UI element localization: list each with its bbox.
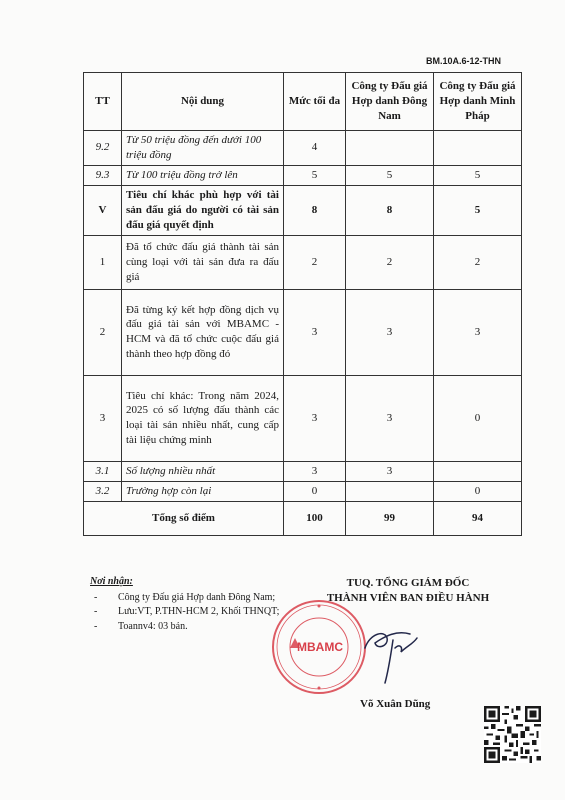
row-max: 0: [284, 481, 346, 501]
table-row: [84, 375, 522, 461]
row-tt: 9.3: [84, 165, 122, 185]
signer-name: Võ Xuân Dũng: [360, 698, 431, 710]
row-content: Tiêu chí khác: Trong năm 2024, 2025 có số lượng đấu thành các loại tài sản nhiều nhất, cung cấp tài liệu chứng minh: [122, 375, 284, 461]
recipient-item: - Toannv4: 03 bản.: [90, 620, 290, 635]
row-content: Số lượng nhiều nhất: [122, 461, 284, 481]
row-dong-nam: 3: [346, 461, 434, 481]
row-minh-phap: 5: [434, 165, 522, 185]
row-content: Đã tổ chức đấu giá thành tài sản cùng loại với tài sản đưa ra đấu giá: [122, 235, 284, 289]
row-max: 8: [284, 185, 346, 235]
total-minh-phap: 94: [434, 501, 522, 535]
total-label: Tổng số điểm: [84, 501, 284, 535]
table-row: [84, 185, 522, 235]
row-dong-nam: 2: [346, 235, 434, 289]
table-header-row: [84, 73, 522, 131]
table-row: [84, 461, 522, 481]
handwritten-signature: [355, 608, 425, 688]
table-total-row: [84, 501, 522, 535]
row-content: Từ 100 triệu đồng trở lên: [122, 165, 284, 185]
row-content: Đã từng ký kết hợp đồng dịch vụ đấu giá tài sản với MBAMC - HCM và đã tổ chức cuộc đấu giá thành theo hợp đồng đó: [122, 289, 284, 375]
table-row: [84, 131, 522, 166]
header-noi-dung: Nội dung: [122, 73, 284, 131]
row-max: 3: [284, 461, 346, 481]
row-dong-nam: [346, 481, 434, 501]
row-tt: 3.1: [84, 461, 122, 481]
recipients-block: [90, 575, 290, 634]
recipient-item: - Công ty Đấu giá Hợp danh Đông Nam;: [90, 591, 290, 606]
row-max: 4: [284, 131, 346, 166]
row-dong-nam: 8: [346, 185, 434, 235]
total-dong-nam: 99: [346, 501, 434, 535]
row-minh-phap: 0: [434, 375, 522, 461]
row-minh-phap: 2: [434, 235, 522, 289]
table-row: [84, 165, 522, 185]
row-tt: 2: [84, 289, 122, 375]
row-content: Trường hợp còn lại: [122, 481, 284, 501]
row-dong-nam: [346, 131, 434, 166]
row-dong-nam: 3: [346, 289, 434, 375]
recipients-title: Nơi nhận:: [90, 576, 133, 587]
header-dong-nam: Công ty Đấu giá Hợp danh Đông Nam: [346, 73, 434, 131]
header-muc-toi-da: Mức tối đa: [284, 73, 346, 131]
header-minh-phap: Công ty Đấu giá Hợp danh Minh Pháp: [434, 73, 522, 131]
row-max: 3: [284, 289, 346, 375]
table-row: [84, 289, 522, 375]
row-max: 2: [284, 235, 346, 289]
qr-code-icon: [484, 706, 541, 763]
row-content: Từ 50 triệu đồng đến dưới 100 triệu đồng: [122, 131, 284, 166]
authority-line-1: TUQ. TỔNG GIÁM ĐỐC: [346, 577, 470, 589]
recipients-list: [90, 591, 290, 635]
row-tt: 3: [84, 375, 122, 461]
row-minh-phap: 5: [434, 185, 522, 235]
total-max: 100: [284, 501, 346, 535]
row-max: 3: [284, 375, 346, 461]
row-minh-phap: 0: [434, 481, 522, 501]
stamp-logo-text: MBAMC: [297, 640, 343, 654]
score-table: [83, 72, 522, 536]
row-tt: 9.2: [84, 131, 122, 166]
table-row: [84, 481, 522, 501]
row-max: 5: [284, 165, 346, 185]
row-tt: V: [84, 185, 122, 235]
row-tt: 1: [84, 235, 122, 289]
row-dong-nam: 5: [346, 165, 434, 185]
header-tt: TT: [84, 73, 122, 131]
authority-line-2: THÀNH VIÊN BAN ĐIỀU HÀNH: [326, 591, 490, 604]
recipient-item: - Lưu:VT, P.THN-HCM 2, Khối THNQT;: [90, 605, 290, 620]
row-minh-phap: [434, 461, 522, 481]
table-row: [84, 235, 522, 289]
row-content: Tiêu chí khác phù hợp với tài sản đấu giá do người có tài sản đấu giá quyết định: [122, 185, 284, 235]
row-minh-phap: [434, 131, 522, 166]
company-stamp: [270, 598, 368, 696]
row-tt: 3.2: [84, 481, 122, 501]
row-dong-nam: 3: [346, 375, 434, 461]
row-minh-phap: 3: [434, 289, 522, 375]
document-code: BM.10A.6-12-THN: [425, 56, 501, 66]
